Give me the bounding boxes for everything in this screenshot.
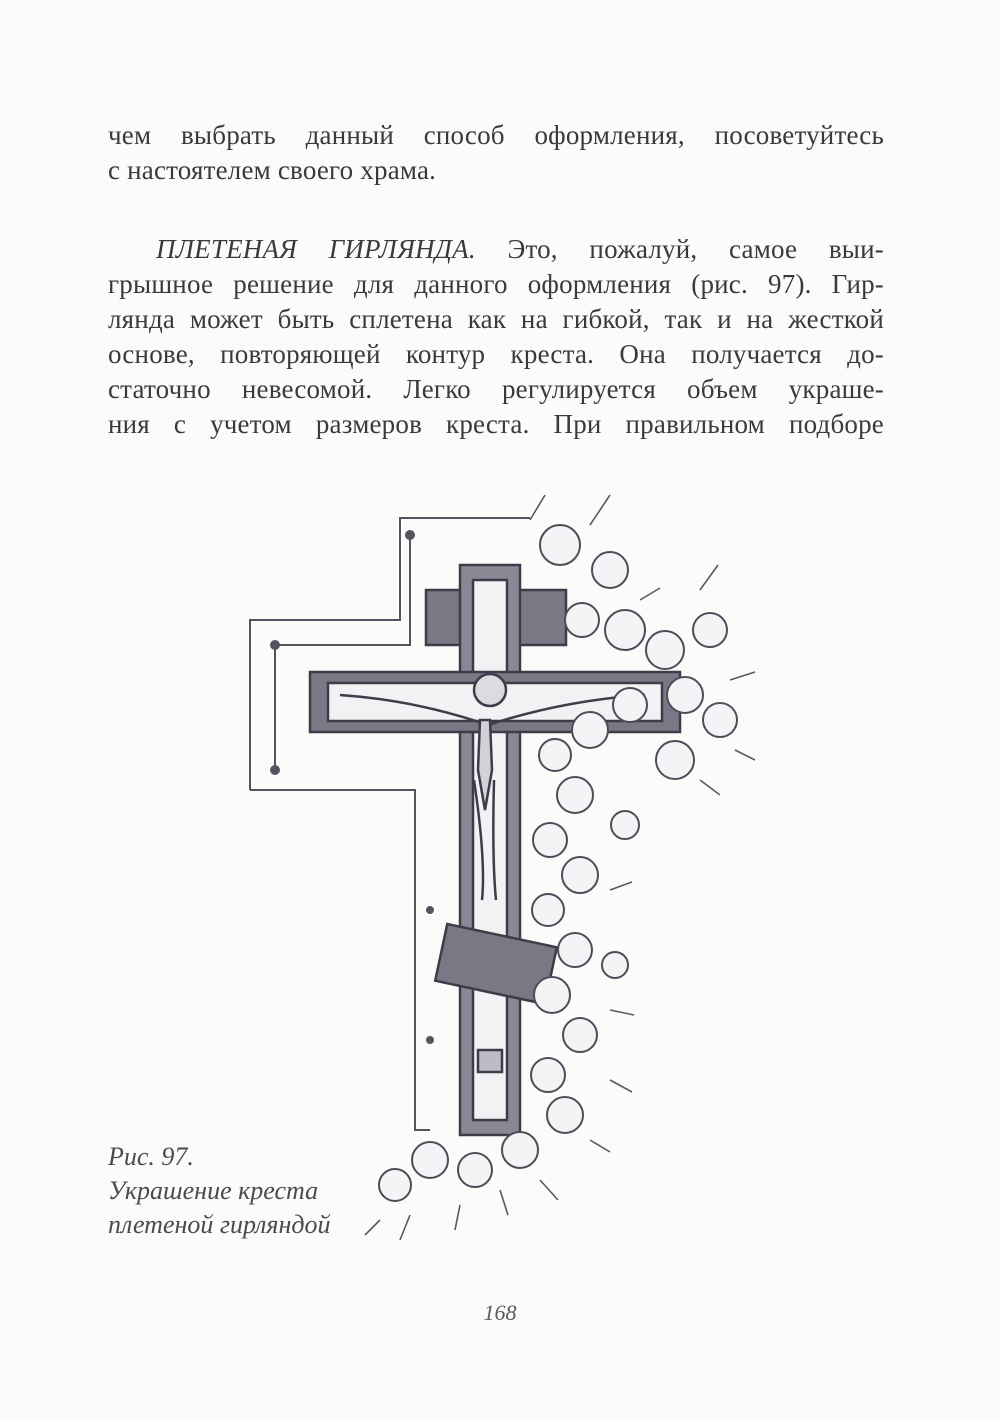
garland-paragraph	[108, 232, 884, 442]
caption-line: Украшение креста	[108, 1176, 319, 1205]
text-line: статочно невесомой. Легко регулируется объем украше-	[108, 374, 884, 404]
text-line: основе, повторяющей контур креста. Она получается до-	[108, 339, 884, 369]
text-line: грышное решение для данного оформления (рис. 97). Гир-	[108, 269, 884, 299]
figure-caption	[108, 1140, 331, 1242]
text-line: чем выбрать данный способ оформления, посоветуйтесь	[108, 120, 884, 150]
paragraph-first-line	[108, 232, 884, 267]
page-number: 168	[483, 1300, 517, 1325]
section-lead-title: ПЛЕТЕНАЯ ГИРЛЯНДА.	[156, 234, 476, 264]
text-line: ния с учетом размеров креста. При правильном подборе	[108, 409, 884, 439]
caption-figure-number: Рис. 97.	[108, 1142, 194, 1171]
lead-rest-text: Это, пожалуй, самое выи-	[475, 234, 884, 264]
text-line: лянда может быть сплетена как на гибкой, так и на жесткой	[108, 304, 884, 334]
intro-paragraph	[108, 118, 884, 188]
caption-line: плетеной гирляндой	[108, 1210, 331, 1239]
text-line: с настоятелем своего храма.	[108, 155, 437, 185]
